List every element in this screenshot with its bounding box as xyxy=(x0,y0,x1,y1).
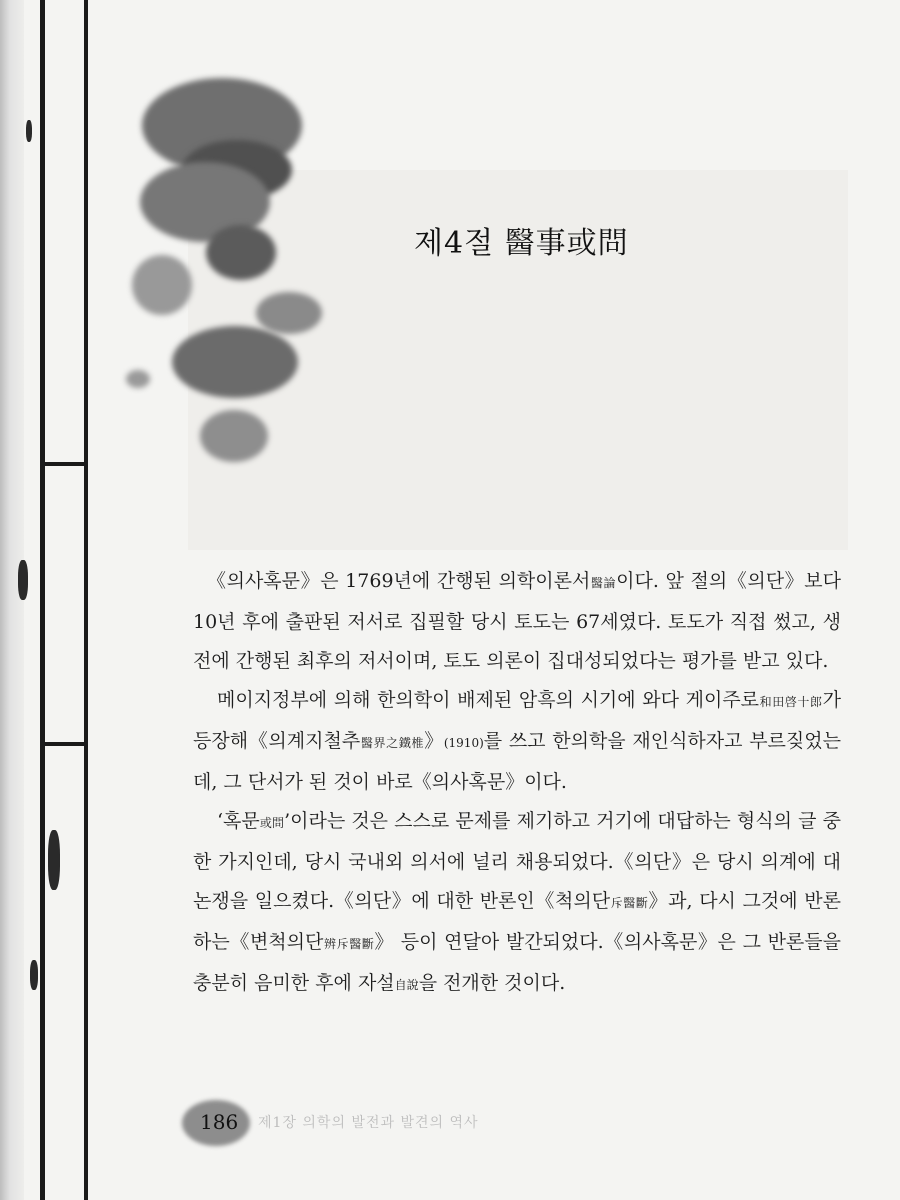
binding-edge xyxy=(0,0,24,1200)
binding-rule xyxy=(40,462,88,466)
scan-speck xyxy=(48,830,60,890)
scan-speck xyxy=(30,960,38,990)
text-run: ’이라는 것은 스스로 문제를 제기하고 거기에 대답하는 형식의 글 중 한 가지인데, 당시 국내외 의서에 널리 채용되었다.《의단》은 당시 의계에 대논쟁을 일으켰다.《의단》에 대한 반론인《척의단 xyxy=(193,810,841,912)
page-number: 186 xyxy=(200,1110,239,1134)
text-run: 을 전개한 것이다. xyxy=(418,972,566,994)
hanja-annotation: 辨斥醫斷 xyxy=(323,937,375,951)
text-run: 》과, 다시 그것에 반론하는《변척의단 xyxy=(193,890,841,953)
scan-speck xyxy=(26,120,32,142)
text-run: 이다. 앞 절의《의단》보다 10년 후에 출판된 저서로 집필할 당시 토도는 67세였다. 토도가 직접 썼고, 생전에 간행된 최후의 저서이며, 토도 의론이 집대성되었다는 평가를 받고 있다. xyxy=(193,570,841,672)
text-run: 를 쓰고 한의학을 재인식하자고 부르짖었는데, 그 단서가 된 것이 바로《의사혹문》이다. xyxy=(193,730,841,793)
hanja-annotation: 斥醫斷 xyxy=(610,896,649,910)
scan-speck xyxy=(18,560,28,600)
hanja-annotation: 自說 xyxy=(394,978,419,992)
paragraph xyxy=(193,802,841,1005)
paragraph xyxy=(193,562,841,681)
chapter-title: 제4절 醫事或問 xyxy=(414,226,629,261)
text-run: 가 등장해《의계지철추 xyxy=(193,689,841,752)
text-run: ‘혹문 xyxy=(217,810,260,832)
paragraph xyxy=(193,681,841,802)
binding-rule xyxy=(40,0,45,1200)
hanja-annotation: (1910) xyxy=(443,736,484,750)
hanja-annotation: 醫界之鐵椎 xyxy=(360,736,425,750)
binding-rule xyxy=(40,742,88,746)
body-text xyxy=(193,562,841,1005)
text-run: 》 xyxy=(424,730,444,752)
text-run: 《의사혹문》은 1769년에 간행된 의학이론서 xyxy=(207,570,591,592)
hanja-annotation: 或問 xyxy=(259,816,285,830)
text-run: 메이지정부에 의해 한의학이 배제된 암흑의 시기에 와다 게이주로 xyxy=(217,689,760,711)
hanja-annotation: 醫論 xyxy=(590,576,617,590)
running-head: 제1장 의학의 발전과 발견의 역사 xyxy=(258,1115,479,1131)
hanja-annotation: 和田啓十郎 xyxy=(759,695,823,709)
text-run: 》 등이 연달아 발간되었다.《의사혹문》은 그 반론들을 충분히 음미한 후에 자설 xyxy=(193,931,841,994)
binding-rule xyxy=(84,0,88,1200)
